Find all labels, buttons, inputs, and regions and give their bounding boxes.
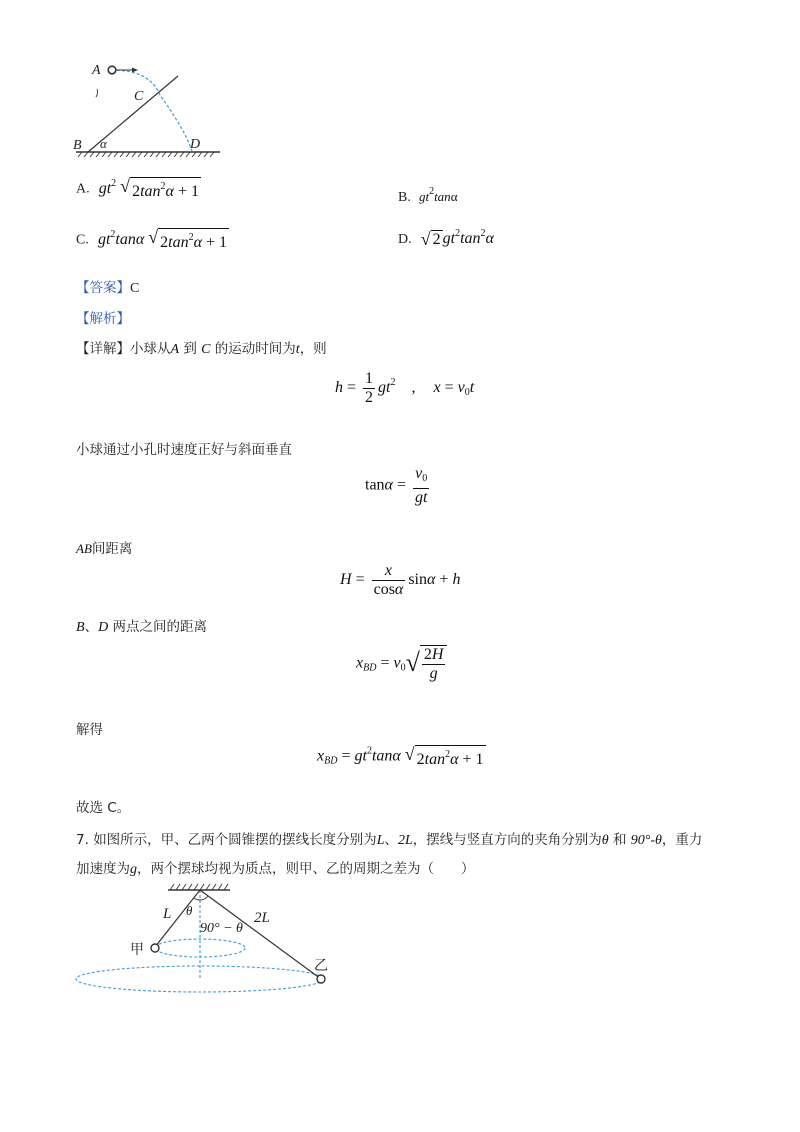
label-jia: 甲 [130, 942, 144, 958]
label-yi: 乙 [314, 958, 328, 974]
conclusion: 故选 C。 [76, 800, 131, 816]
equation-tan: tanα = $\frac{v_0}{gt}$ [365, 465, 428, 506]
option-C[interactable] [76, 228, 229, 252]
option-D[interactable] [398, 228, 494, 249]
bob-yi [317, 975, 325, 983]
answer-tag: 【答案】 [76, 280, 130, 296]
equation-H: H = $\frac{x}{\cos\alpha}$ sinα + h [340, 562, 461, 598]
label-D: D [190, 137, 201, 152]
conical-pendulum-figure [70, 880, 345, 995]
question-7-line-2: 加速度为g，两个摆球均视为质点，则甲、乙的周期之差为（ ） [76, 861, 475, 877]
arrow-head [132, 68, 138, 73]
alpha-arc [96, 89, 98, 97]
trajectory-curve [112, 70, 192, 151]
label-B: B [73, 138, 82, 153]
label-alpha: α [100, 136, 107, 151]
option-A-formula: $gt^2$ √ $2\tan^2\alpha + 1$ [98, 176, 199, 200]
analysis-line [76, 307, 130, 327]
projectile-figure [70, 55, 230, 160]
string-jia [155, 890, 200, 947]
option-D-formula: √ 2 $gt^2\tan^2\alpha$ [420, 228, 494, 249]
detail-line-1: 【详解】小球从A 到 C 的运动时间为t，则 [76, 341, 327, 357]
bob-jia [151, 944, 159, 952]
option-C-label: C. [76, 232, 89, 248]
label-2L: 2L [254, 910, 270, 926]
option-D-label: D. [398, 232, 412, 247]
orbit-yi [76, 966, 324, 992]
ground-hatching [78, 152, 214, 157]
label-angle-90-theta: 90° − θ [200, 921, 243, 936]
option-C-formula: $gt^2\tan\alpha$ √ $2\tan^2\alpha + 1$ [97, 227, 228, 251]
equation-h: h = $\frac{1}{2}$ $gt^2$ , $x = v_0t$ [335, 370, 475, 406]
question-7-line-1: 7. 如图所示，甲、乙两个圆锥摆的摆线长度分别为L、2L，摆线与竖直方向的夹角分别为θ 和 90°-θ，重力 [76, 832, 703, 848]
detail-line-4: B、D 两点之间的距离 [76, 619, 207, 635]
theta-arc [194, 896, 208, 900]
detail-tag: 【详解】 [76, 341, 130, 357]
analysis-tag: 【解析】 [76, 311, 130, 327]
label-A: A [92, 63, 101, 78]
option-B-label: B. [398, 190, 411, 205]
answer-line [76, 276, 139, 297]
equation-result: $x_{BD} = gt^2\tan\alpha$ √ $2\tan^2\alpha + 1$ [317, 744, 484, 768]
option-B-formula: $gt^2\tan\alpha$ [418, 186, 458, 204]
ceiling-hatching [170, 884, 228, 890]
detail-line-5: 解得 [76, 722, 103, 738]
option-A-label: A. [76, 181, 90, 197]
label-theta: θ [186, 903, 193, 918]
label-L: L [163, 906, 172, 922]
option-A[interactable] [76, 177, 201, 201]
answer-value: C [130, 281, 140, 296]
detail-line-3: AB间距离 [76, 541, 133, 557]
ball [108, 66, 116, 74]
label-C: C [134, 89, 144, 104]
equation-xBD: $x_{BD} = v_0$ √ $\frac{2H}{g}$ [356, 645, 447, 683]
question-number: 7. [76, 832, 89, 848]
detail-line-2: 小球通过小孔时速度正好与斜面垂直 [76, 442, 292, 458]
option-B[interactable] [398, 186, 458, 206]
